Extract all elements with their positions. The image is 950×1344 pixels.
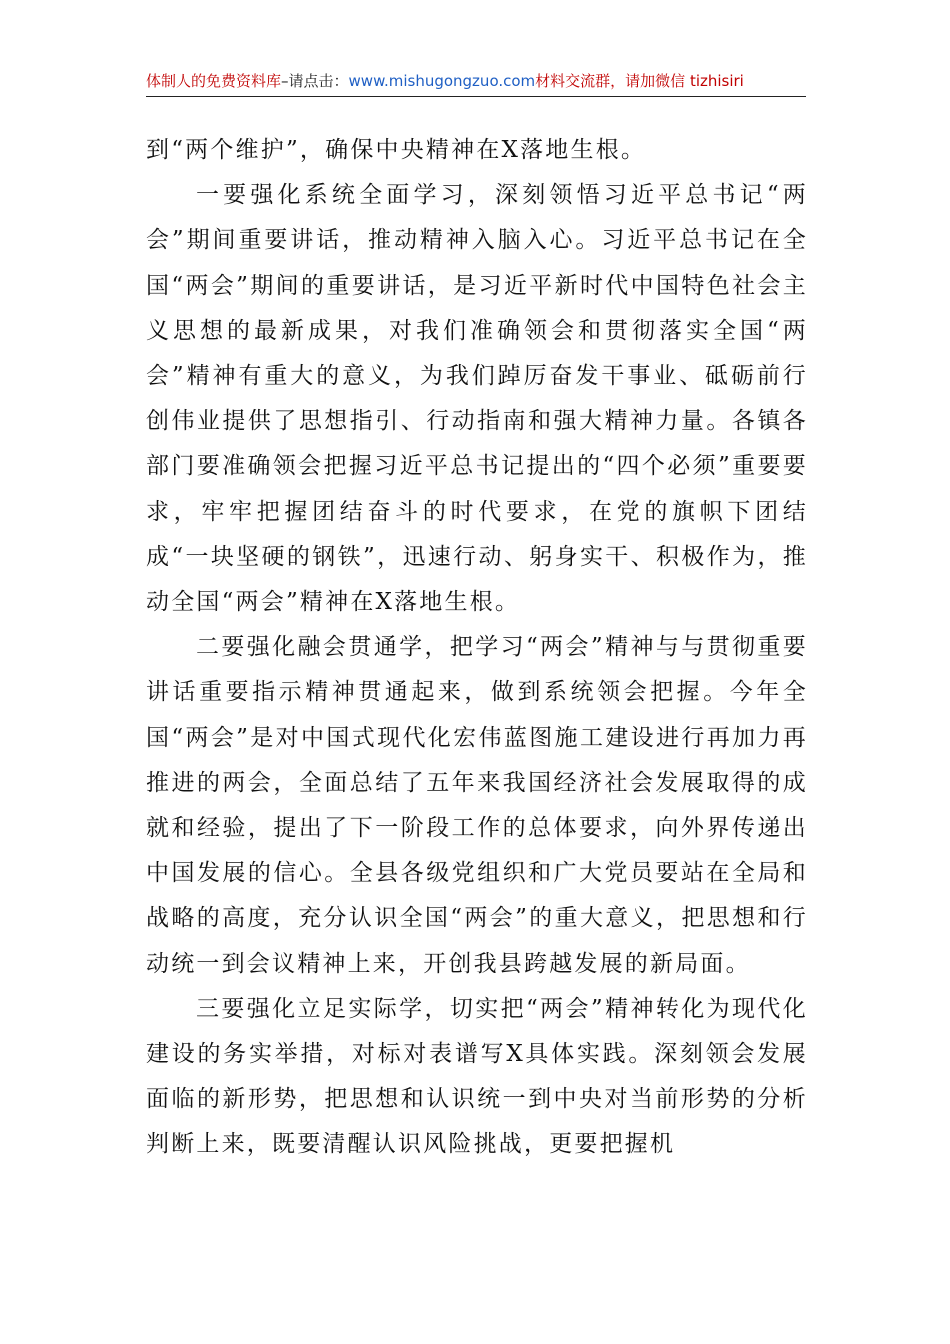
header-website-link[interactable]: www.mishugongzuo.com bbox=[348, 72, 536, 90]
header-brand: 体制人的免费资料库 bbox=[146, 72, 282, 90]
paragraph-continuation: 到“两个维护”，确保中央精神在X落地生根。 bbox=[146, 137, 647, 163]
paragraph-first-point: 一要强化系统全面学习，深刻领悟习近平总书记“两会”期间重要讲话，推动精神入脑入心。习近平总书记在全国“两会”期间的重要讲话，是习近平新时代中国特色社会主义思想的最新成果，对我们准确领会和贯彻落实全国“两会”精神有重大的意义，为我们踔厉奋发干事业、砥砺前行创伟业提供了思想指引、行动指南和强大精神力量。各镇各部门要准确领会把握习近平总书记提出的“四个必须”重要要求，牢牢把握团结奋斗的时代要求，在党的旗帜下团结成“一块坚硬的钢铁”，迅速行动、躬身实干、积极作为，推动全国“两会”精神在X落地生根。 bbox=[146, 182, 808, 616]
page-header bbox=[146, 68, 806, 97]
header-contact-text: 材料交流群，请加微信 tizhisiri bbox=[535, 72, 744, 90]
document-body bbox=[146, 128, 808, 1168]
paragraph-third-point: 三要强化立足实际学，切实把“两会”精神转化为现代化建设的务实举措，对标对表谱写X具体实践。深刻领会发展面临的新形势，把思想和认识统一到中央对当前形势的分析判断上来，既要清醒认识风险挑战，更要把握机 bbox=[146, 995, 808, 1158]
header-prompt: –请点击： bbox=[281, 72, 349, 90]
paragraph-second-point: 二要强化融会贯通学，把学习“两会”精神与与贯彻重要讲话重要指示精神贯通起来，做到系统领会把握。今年全国“两会”是对中国式现代化宏伟蓝图施工建设进行再加力再推进的两会，全面总结了五年来我国经济社会发展取得的成就和经验，提出了下一阶段工作的总体要求，向外界传递出中国发展的信心。全县各级党组织和广大党员要站在全局和战略的高度，充分认识全国“两会”的重大意义，把思想和行动统一到会议精神上来，开创我县跨越发展的新局面。 bbox=[146, 634, 808, 977]
